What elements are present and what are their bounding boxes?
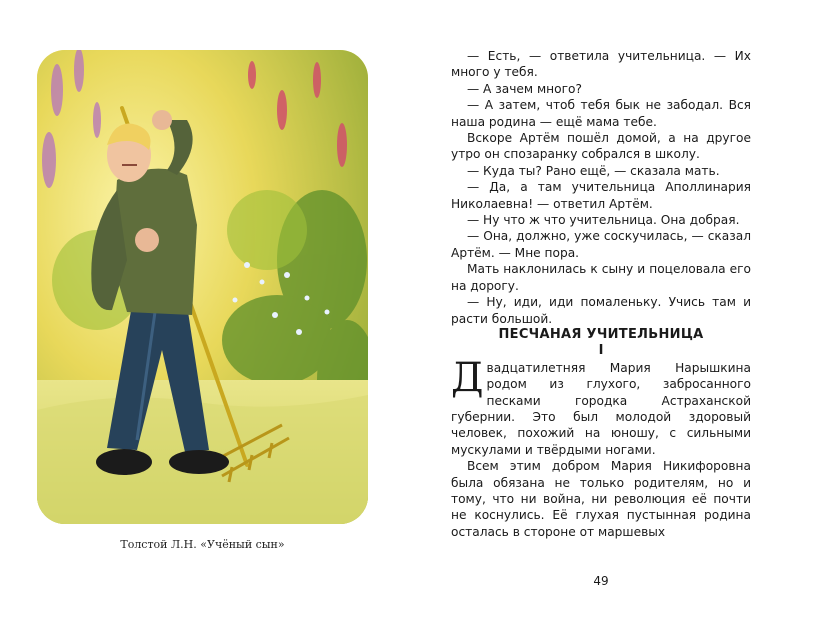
text-paragraph: — А затем, чтоб тебя бык не забодал. Вся наша родина — ещё мама тебе. [451,98,751,129]
illustration-caption: Толстой Л.Н. «Учёный сын» [120,538,285,551]
main-text-column [451,48,751,540]
text-paragraph: Вскоре Артём пошёл домой, а на другое утро он спозаранку собрался в школу. [451,131,751,162]
dialogue-paragraphs [451,48,751,327]
chapter-number: I [598,343,604,359]
chapter-title: ПЕСЧАНАЯ УЧИТЕЛЬНИЦА [498,326,704,342]
text-paragraph: — Есть, — ответила учительница. — Их много у тебя. [451,49,751,80]
text-paragraph: Всем этим добром Мария Никифоровна была обязана не только родителям, но и тому, что ни война, ни революция её почти не коснулись. Её глухая пустынная родина осталась в стороне от маршевых [451,459,751,539]
text-paragraph: — Ну что ж что учительница. Она добрая. [467,213,740,228]
page-number: 49 [593,574,609,588]
dropcap-paragraph [451,354,751,458]
dropcap-paragraph-text: вадцатилетняя Мария Нарышкина родом из глухого, забросанного песками городка Астраханской губернии. Это был молодой здоровый человек, похожий на юношу, с сильными мускулами и твёрдыми ногами. [451,360,751,457]
dropcap-letter: Д [451,354,484,401]
continuation-paragraphs [451,458,751,540]
text-paragraph: — А зачем много? [467,81,582,96]
text-paragraph: — Ну, иди, иди помаленьку. Учись там и расти большой. [451,295,751,326]
text-paragraph: Мать наклонилась к сыну и поцеловала его на дорогу. [451,262,751,293]
boy-with-rake-illustration [37,50,368,524]
text-paragraph: — Да, а там учительница Аполлинария Николаевна! — ответил Артём. [451,180,751,211]
text-paragraph: — Она, должно, уже соскучилась, — сказал Артём. — Мне пора. [451,229,751,260]
text-paragraph: — Куда ты? Рано ещё, — сказала мать. [467,163,720,178]
